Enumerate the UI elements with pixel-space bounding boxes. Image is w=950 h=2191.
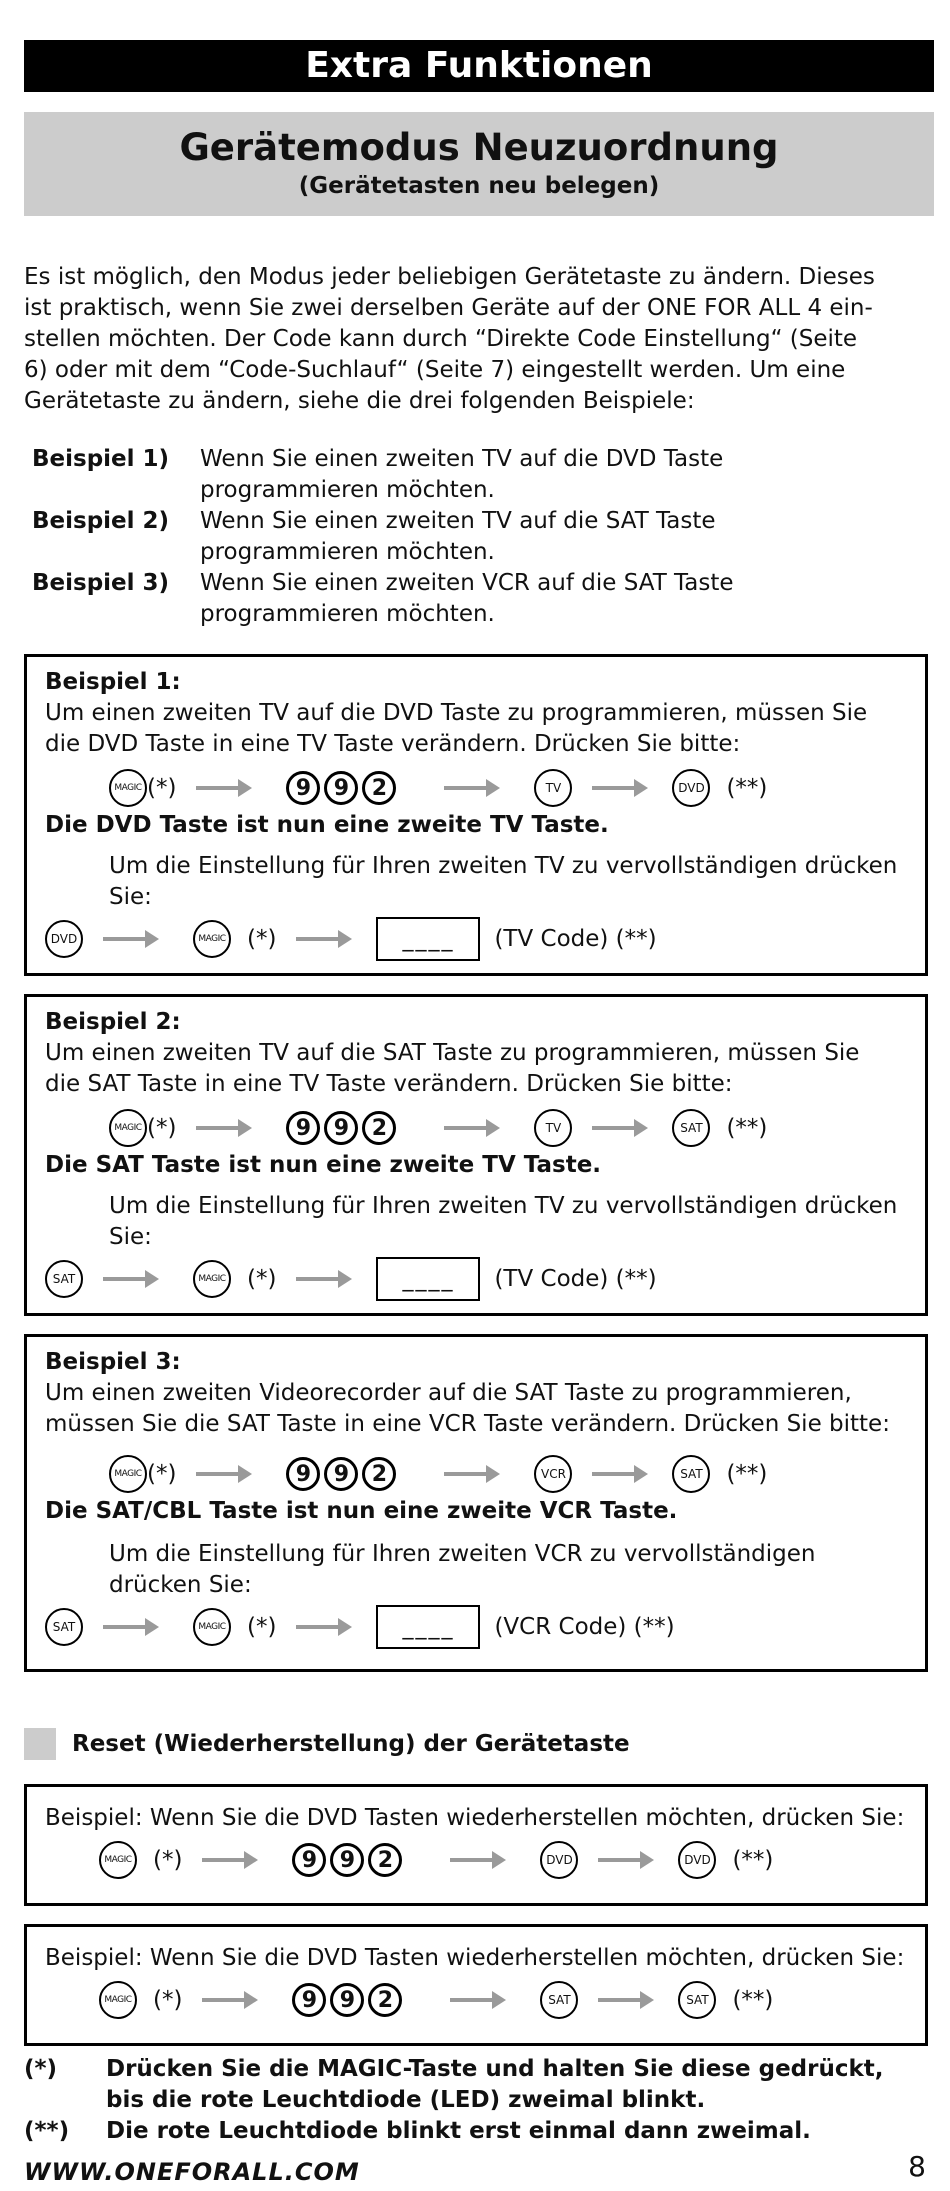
digit-key: 2 — [368, 1843, 402, 1877]
complete-instruction: Um die Einstellung für Ihren zweiten TV zu vervollständigen drücken Sie: — [109, 1193, 898, 1250]
box-text: die SAT Taste in eine TV Taste verändern. Drücken Sie bitte: — [45, 1071, 733, 1097]
hold-note-marker: (*) — [147, 1114, 177, 1141]
arrow-icon — [103, 1277, 153, 1281]
complete-instruction: Um die Einstellung für Ihren zweiten VCR zu vervollständigen drücken Sie: — [109, 1541, 816, 1598]
digit-key: 2 — [362, 1457, 396, 1491]
key-sequence — [109, 1106, 907, 1150]
digit-key: 2 — [362, 771, 396, 805]
list-item — [32, 444, 932, 506]
blink-note-marker: (**) — [726, 1114, 768, 1141]
dvd-key: DVD — [678, 1841, 716, 1879]
hold-note-marker: (*) — [247, 1613, 277, 1640]
digit-key: 9 — [324, 1457, 358, 1491]
example-text: Wenn Sie einen zweiten TV auf die SAT Taste programmieren möchten. — [200, 508, 716, 565]
footnote-marker: (**) — [24, 2118, 70, 2144]
digit-key: 2 — [368, 1983, 402, 2017]
digit-key: 9 — [324, 1111, 358, 1145]
result-text: Die SAT/CBL Taste ist nun eine zweite VCR Taste. — [45, 1498, 678, 1524]
arrow-icon — [450, 1998, 500, 2002]
sat-key: SAT — [45, 1608, 83, 1646]
hold-note-marker: (*) — [147, 1460, 177, 1487]
arrow-icon — [444, 1472, 494, 1476]
vcr-key: VCR — [534, 1455, 572, 1493]
title-block — [24, 112, 934, 216]
magic-key: MAGIC — [99, 1981, 137, 2019]
example-list — [32, 444, 932, 630]
intro-line: 6) oder mit dem “Code-Suchlauf“ (Seite 7) eingestellt werden. Um eine — [24, 357, 846, 383]
page-number: 8 — [908, 2150, 926, 2183]
arrow-icon — [444, 786, 494, 790]
heading-square-icon — [24, 1728, 56, 1760]
key-sequence — [109, 766, 907, 810]
intro-line: ist praktisch, wenn Sie zwei derselben Geräte auf der ONE FOR ALL 4 ein- — [24, 295, 873, 321]
digit-key: 9 — [324, 771, 358, 805]
arrow-icon — [450, 1858, 500, 1862]
intro-paragraph — [24, 262, 924, 417]
blink-note-marker: (**) — [726, 774, 768, 801]
code-field: ____ — [376, 1257, 480, 1301]
magic-key: MAGIC — [109, 1455, 147, 1493]
sat-key: SAT — [540, 1981, 578, 2019]
box-text: die DVD Taste in eine TV Taste verändern. Drücken Sie bitte: — [45, 731, 741, 757]
key-sequence — [99, 1978, 907, 2022]
arrow-icon — [103, 937, 153, 941]
footnote — [24, 2116, 934, 2147]
digit-key: 9 — [330, 1843, 364, 1877]
intro-line: stellen möchten. Der Code kann durch “Direkte Code Einstellung“ (Seite — [24, 326, 858, 352]
box-heading: Beispiel 2: — [45, 1009, 181, 1035]
box-text: müssen Sie die SAT Taste in eine VCR Taste verändern. Drücken Sie bitte: — [45, 1411, 890, 1437]
blink-note-marker: (**) — [732, 1846, 774, 1873]
list-item — [32, 506, 932, 568]
blink-note-marker: (**) — [732, 1986, 774, 2013]
tv-key: TV — [534, 769, 572, 807]
reset-heading — [24, 1728, 630, 1760]
intro-line: Es ist möglich, den Modus jeder beliebigen Gerätetaste zu ändern. Dieses — [24, 264, 875, 290]
sat-key: SAT — [672, 1109, 710, 1147]
magic-key: MAGIC — [193, 1608, 231, 1646]
example-box-2 — [24, 994, 928, 1316]
result-text: Die DVD Taste ist nun eine zweite TV Taste. — [45, 812, 609, 838]
dvd-key: DVD — [45, 920, 83, 958]
code-label: (VCR Code) (**) — [494, 1613, 675, 1640]
key-sequence — [45, 1257, 907, 1301]
blink-note-marker: (**) — [726, 1460, 768, 1487]
magic-key: MAGIC — [193, 920, 231, 958]
list-item — [32, 568, 932, 630]
example-box-1 — [24, 654, 928, 976]
example-label: Beispiel 1) — [32, 446, 170, 472]
intro-line: Gerätetaste zu ändern, siehe die drei folgenden Beispiele: — [24, 388, 695, 414]
digit-key: 9 — [292, 1983, 326, 2017]
digit-key: 9 — [286, 1457, 320, 1491]
result-text: Die SAT Taste ist nun eine zweite TV Taste. — [45, 1152, 602, 1178]
digit-key: 9 — [292, 1843, 326, 1877]
code-field: ____ — [376, 917, 480, 961]
arrow-icon — [592, 1126, 642, 1130]
section-banner: Extra Funktionen — [24, 40, 934, 92]
key-sequence — [109, 1452, 907, 1496]
reset-text: Beispiel: Wenn Sie die DVD Tasten wiederherstellen möchten, drücken Sie: — [45, 1945, 905, 1971]
digit-key: 2 — [362, 1111, 396, 1145]
box-heading: Beispiel 1: — [45, 669, 181, 695]
digit-key: 9 — [330, 1983, 364, 2017]
arrow-icon — [196, 786, 246, 790]
code-label: (TV Code) (**) — [494, 1265, 657, 1292]
hold-note-marker: (*) — [247, 1265, 277, 1292]
example-text: Wenn Sie einen zweiten TV auf die DVD Taste programmieren möchten. — [200, 446, 724, 503]
footnotes — [24, 2054, 934, 2147]
digit-key: 9 — [286, 1111, 320, 1145]
magic-key: MAGIC — [109, 1109, 147, 1147]
footnote-text: Die rote Leuchtdiode blinkt erst einmal dann zweimal. — [106, 2118, 811, 2144]
box-heading: Beispiel 3: — [45, 1349, 181, 1375]
sat-key: SAT — [672, 1455, 710, 1493]
digit-key: 9 — [286, 771, 320, 805]
example-label: Beispiel 2) — [32, 508, 170, 534]
hold-note-marker: (*) — [247, 925, 277, 952]
key-sequence — [45, 917, 907, 961]
footnote — [24, 2054, 934, 2116]
tv-key: TV — [534, 1109, 572, 1147]
hold-note-marker: (*) — [153, 1986, 183, 2013]
dvd-key: DVD — [540, 1841, 578, 1879]
arrow-icon — [196, 1126, 246, 1130]
box-text: Um einen zweiten TV auf die SAT Taste zu programmieren, müssen Sie — [45, 1040, 860, 1066]
hold-note-marker: (*) — [153, 1846, 183, 1873]
page-subtitle: (Gerätetasten neu belegen) — [298, 173, 660, 199]
key-sequence — [99, 1838, 907, 1882]
code-field: ____ — [376, 1605, 480, 1649]
footnote-marker: (*) — [24, 2056, 58, 2082]
dvd-key: DVD — [672, 769, 710, 807]
sat-key: SAT — [678, 1981, 716, 2019]
complete-instruction: Um die Einstellung für Ihren zweiten TV zu vervollständigen drücken Sie: — [109, 853, 898, 910]
website-link[interactable]: WWW.ONEFORALL.COM — [24, 2158, 360, 2186]
example-box-3 — [24, 1334, 928, 1672]
arrow-icon — [592, 786, 642, 790]
magic-key: MAGIC — [99, 1841, 137, 1879]
arrow-icon — [103, 1625, 153, 1629]
arrow-icon — [598, 1998, 648, 2002]
sat-key: SAT — [45, 1260, 83, 1298]
key-sequence — [45, 1605, 907, 1649]
magic-key: MAGIC — [193, 1260, 231, 1298]
box-text: Um einen zweiten TV auf die DVD Taste zu programmieren, müssen Sie — [45, 700, 868, 726]
reset-title-text: Reset (Wiederherstellung) der Gerätetaste — [72, 1731, 630, 1757]
example-label: Beispiel 3) — [32, 570, 170, 596]
reset-text: Beispiel: Wenn Sie die DVD Tasten wiederherstellen möchten, drücken Sie: — [45, 1805, 905, 1831]
footnote-text: Drücken Sie die MAGIC-Taste und halten Sie diese gedrückt, bis die rote Leuchtdiode (LED) zweimal blinkt. — [106, 2056, 884, 2113]
example-text: Wenn Sie einen zweiten VCR auf die SAT Taste programmieren möchten. — [200, 570, 734, 627]
arrow-icon — [296, 1277, 346, 1281]
page-title: Gerätemodus Neuzuordnung — [179, 126, 779, 169]
arrow-icon — [296, 1625, 346, 1629]
arrow-icon — [592, 1472, 642, 1476]
magic-key: MAGIC — [109, 769, 147, 807]
arrow-icon — [296, 937, 346, 941]
hold-note-marker: (*) — [147, 774, 177, 801]
arrow-icon — [202, 1858, 252, 1862]
box-text: Um einen zweiten Videorecorder auf die SAT Taste zu programmieren, — [45, 1380, 852, 1406]
reset-box-1 — [24, 1784, 928, 1906]
arrow-icon — [598, 1858, 648, 1862]
reset-box-2 — [24, 1924, 928, 2046]
code-label: (TV Code) (**) — [494, 925, 657, 952]
arrow-icon — [444, 1126, 494, 1130]
arrow-icon — [196, 1472, 246, 1476]
arrow-icon — [202, 1998, 252, 2002]
